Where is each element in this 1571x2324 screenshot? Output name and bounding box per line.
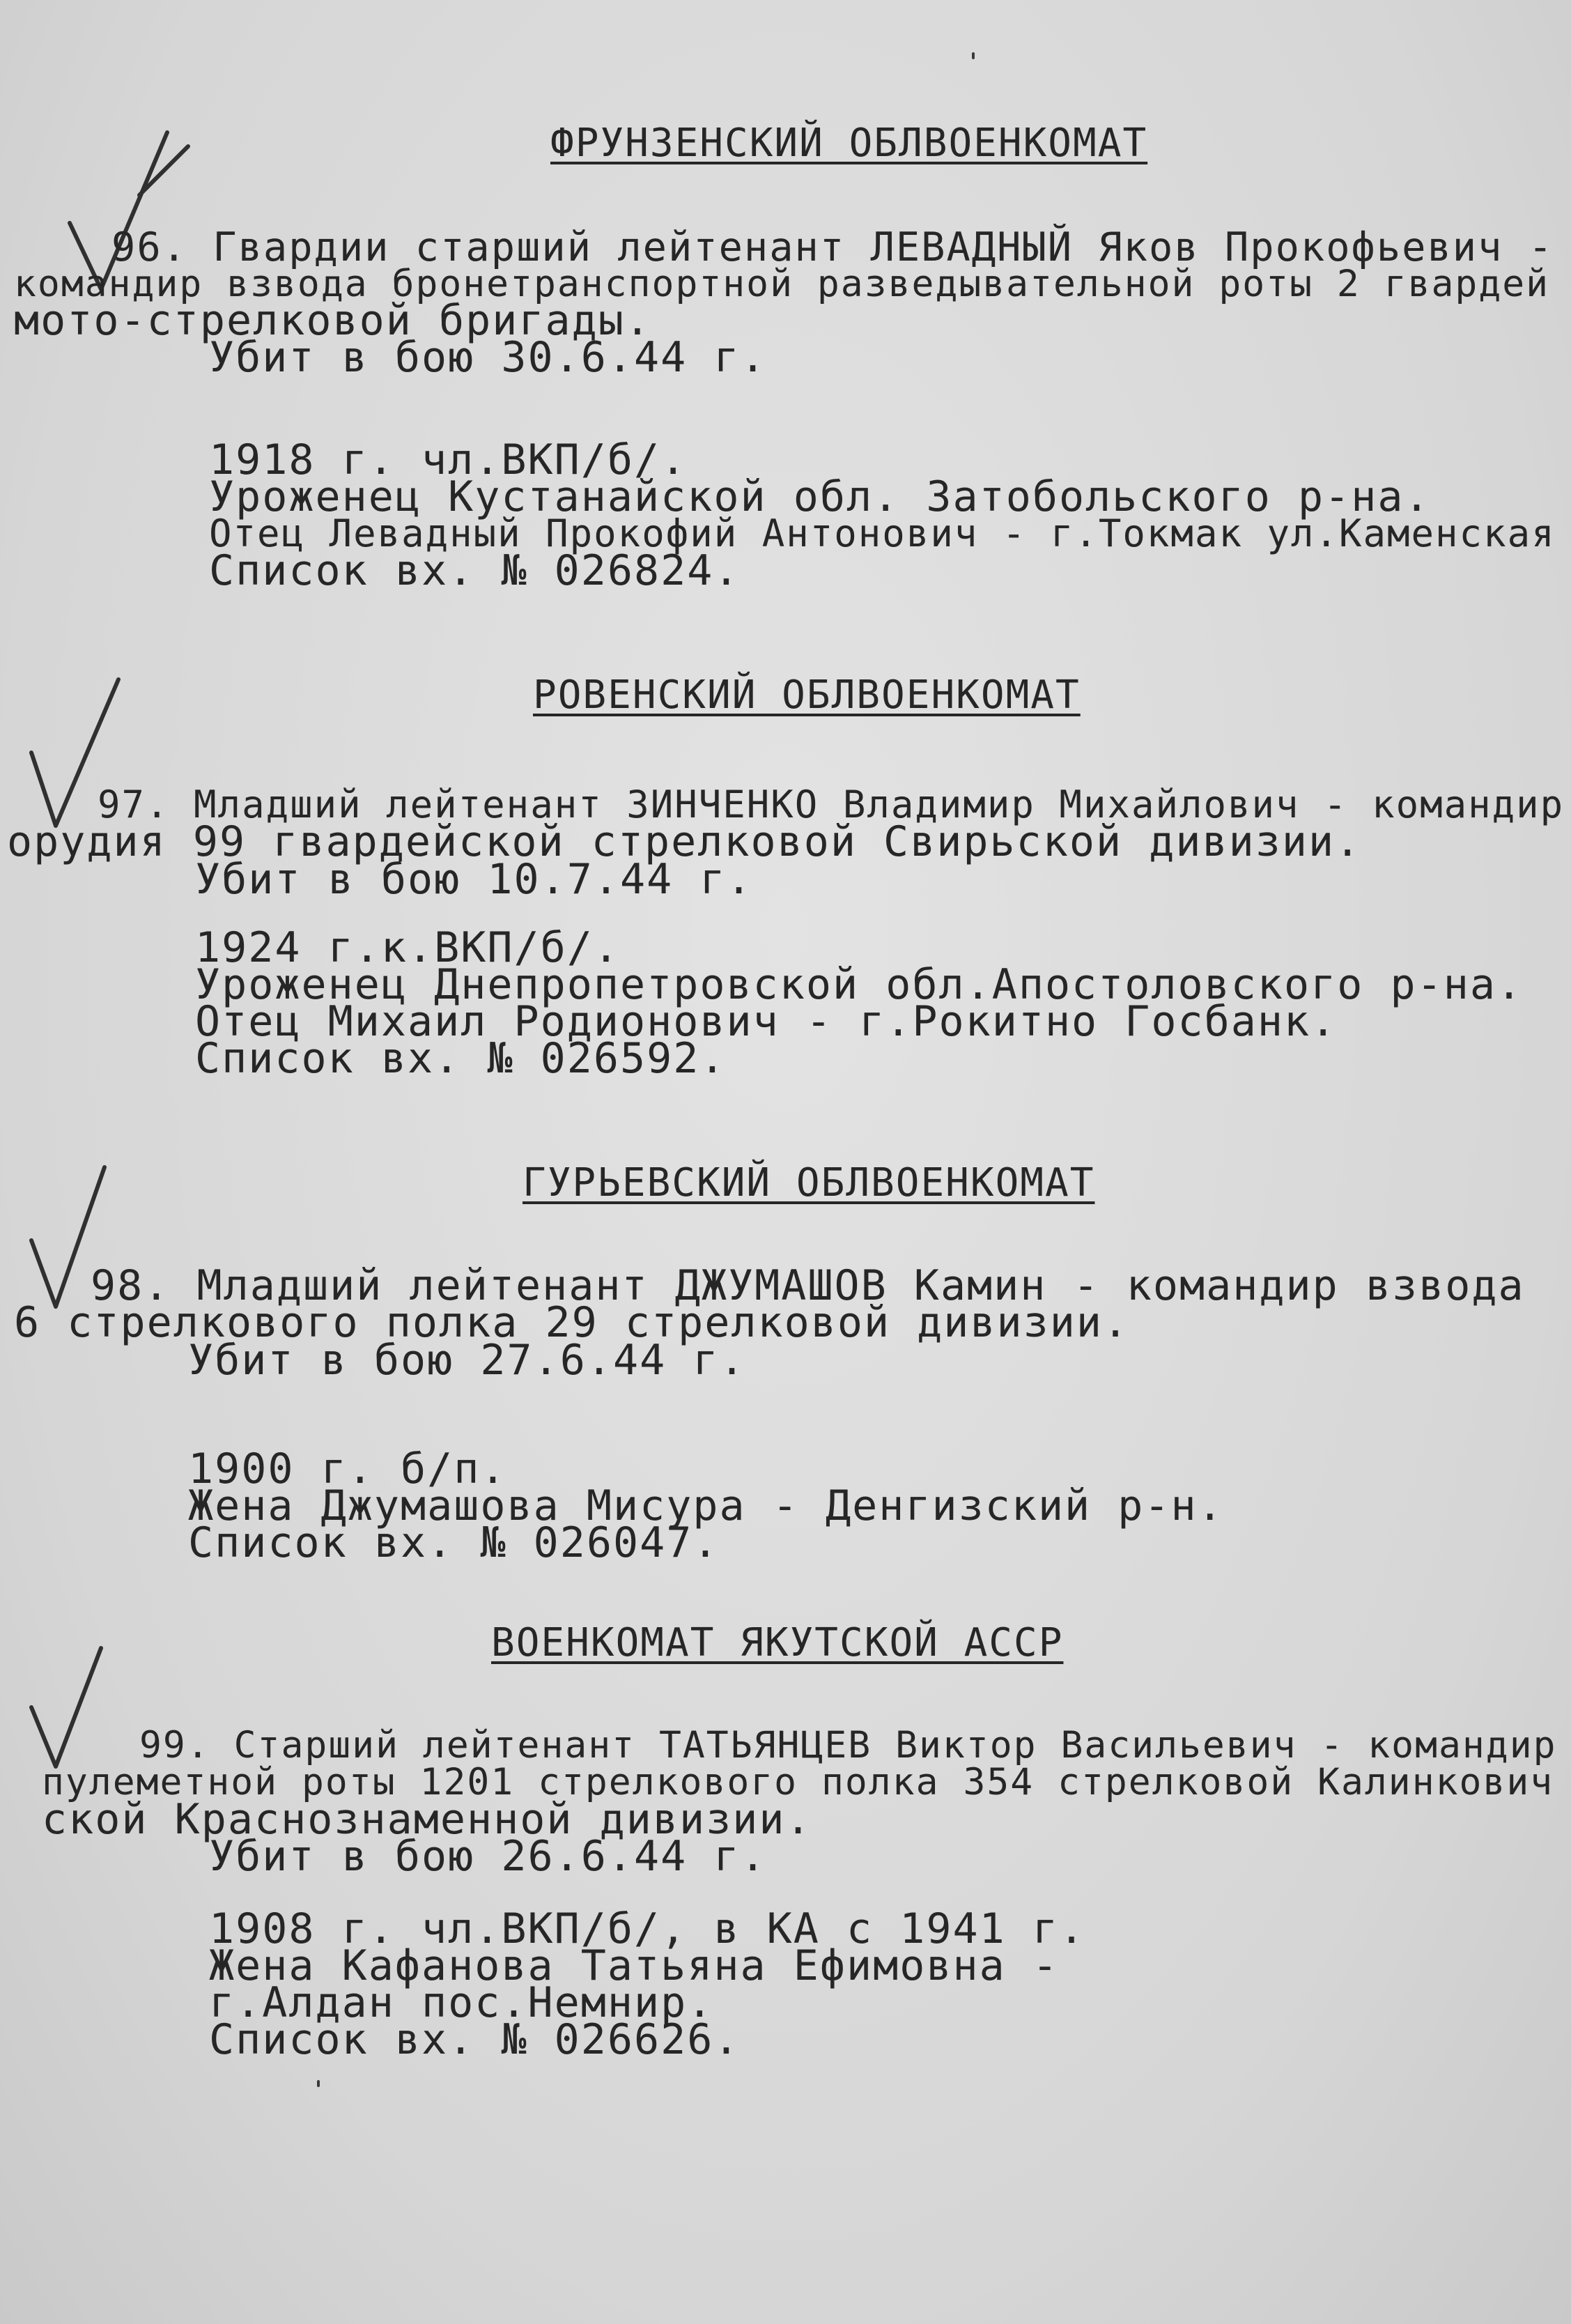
record-line: 1918 г. чл.ВКП/б/. [209,436,688,484]
record-line: Список вх. № 026047. [188,1518,720,1567]
ink-speck [317,2080,320,2087]
record-line: пулеметной роты 1201 стрелкового полка 354 стрелковой Калинкович [42,1761,1554,1803]
record-line: Список вх. № 026592. [195,1034,727,1083]
record-line: Жена Джумашова Мисура - Денгизский р-н. [188,1482,1224,1530]
section-heading: РОВЕНСКИЙ ОБЛВОЕНКОМАТ [533,672,1081,718]
record-line: 1908 г. чл.ВКП/б/, в КА с 1941 г. [209,1904,1086,1953]
record-line: Уроженец Днепропетровской обл.Апостоловского р-на. [195,960,1524,1009]
record-line: Отец Михаил Родионович - г.Рокитно Госбанк. [195,997,1338,1046]
record-line: Убит в бою 27.6.44 г. [188,1336,746,1385]
record-line: Список вх. № 026626. [209,2015,741,2064]
record-line: орудия 99 гвардейской стрелковой Свирьской дивизии. [7,817,1362,866]
record-line: 96. Гвардии старший лейтенант ЛЕВАДНЫЙ Яков Прокофьевич - [111,224,1554,270]
record-line: Убит в бою 30.6.44 г. [209,333,767,382]
record-line: 98. Младший лейтенант ДЖУМАШОВ Камин - командир взвода [91,1261,1525,1310]
record-line: 6 стрелкового полка 29 стрелковой дивизии. [14,1298,1130,1347]
section-heading: ФРУНЗЕНСКИЙ ОБЛВОЕНКОМАТ [550,121,1148,166]
section-heading: ВОЕНКОМАТ ЯКУТСКОЙ АССР [491,1620,1064,1665]
record-line: Жена Кафанова Татьяна Ефимовна - [209,1941,1059,1990]
record-line: Убит в бою 10.7.44 г. [195,855,753,904]
record-line: ской Краснознаменной дивизии. [42,1795,812,1844]
ink-speck [972,52,975,59]
record-line: Список вх. № 026824. [209,546,741,595]
record-line: мото-стрелковой бригады. [14,296,651,345]
record-line: 99. Старший лейтенант ТАТЬЯНЦЕВ Виктор Васильевич - командир [139,1724,1557,1767]
record-line: Отец Левадный Прокофий Антонович - г.Токмак ул.Каменская [209,511,1556,555]
record-line: Уроженец Кустанайской обл. Затобольского р-на. [209,472,1431,521]
checkmark-icon [28,1638,139,1777]
record-line: 1900 г. б/п. [188,1445,507,1493]
record-line: 97. Младший лейтенант ЗИНЧЕНКО Владимир Михайлович - командир [98,783,1565,826]
section-heading: ГУРЬЕВСКИЙ ОБЛВОЕНКОМАТ [523,1160,1095,1206]
record-line: 1924 г.к.ВКП/б/. [195,923,620,972]
record-line: г.Алдан пос.Немнир. [209,1978,714,2027]
record-line: Убит в бою 26.6.44 г. [209,1832,767,1881]
record-line: командир взвода бронетранспортной разведывательной роты 2 гвардей [14,263,1550,305]
